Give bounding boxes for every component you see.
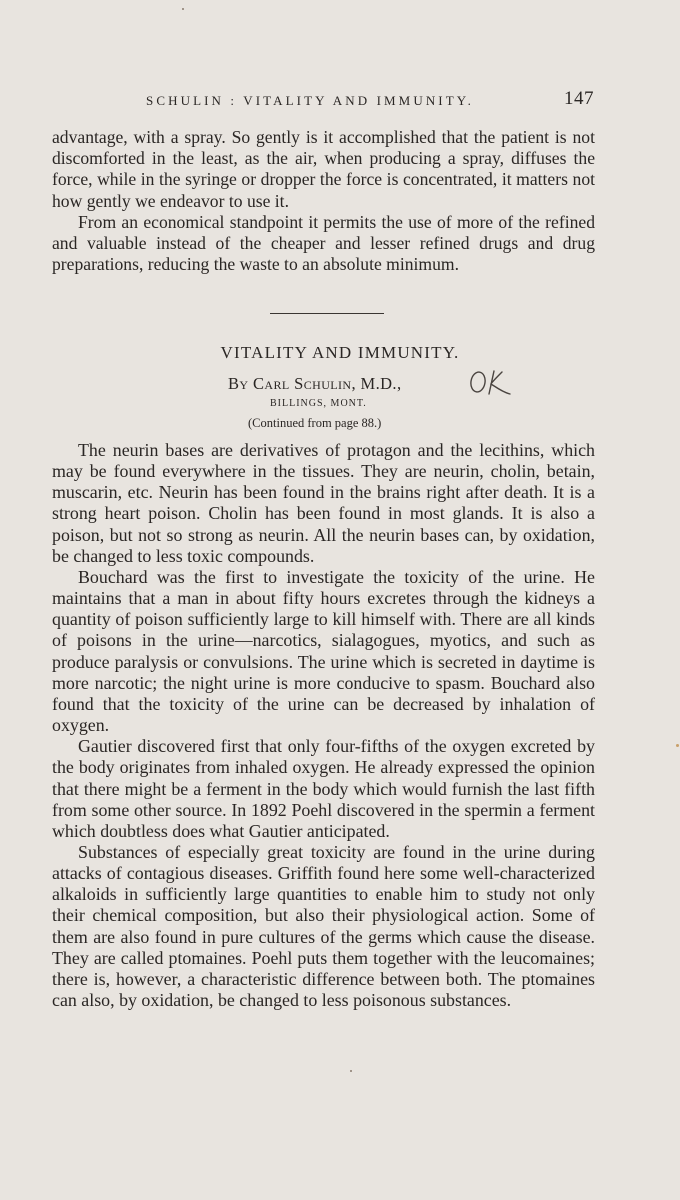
running-head xyxy=(52,88,594,112)
author-name: Carl Schulin xyxy=(253,374,352,393)
continued-text-block xyxy=(52,127,595,275)
paragraph: Gautier discovered first that only four-fifths of the oxygen excreted by the body originates from inhaled oxygen. He already expressed the opinion that there might be a ferment in the body which would furnish the last fifth from some other source. In 1892 Poehl discovered in the spermin a ferment which doubtless does what Gautier anticipated. xyxy=(52,736,595,841)
running-title: SCHULIN : VITALITY AND IMMUNITY. xyxy=(146,93,474,108)
author-degree: , M.D., xyxy=(351,374,402,393)
author-affiliation: BILLINGS, MONT. xyxy=(270,398,367,409)
handwritten-ok-mark xyxy=(466,368,518,396)
paragraph: From an economical standpoint it permits the use of more of the refined and valuable instead of the cheaper and lesser refined drugs and drug preparations, reducing the waste to an absolute minimum. xyxy=(52,211,595,275)
paragraph: Substances of especially great toxicity are found in the urine during attacks of contagious diseases. Griffith found here some well-characterized alkaloids in sufficiently large quantities to enable him to study not only their chemical composition, but also their physiological action. Some of them are also found in pure cultures of the germs which cause the disease. They are called ptomaines. Poehl puts them together with the leucomaines; there is, however, a characteristic difference between both. The ptomaines can also, by oxidation, be changed to less poisonous substances. xyxy=(52,841,595,1011)
paragraph: Bouchard was the first to investigate the toxicity of the urine. He maintains that a man in about fifty hours excretes through the kidneys a quantity of poison sufficiently large to kill himself with. There are all kinds of poisons in the urine—narcotics, sialagogues, myotics, and such as produce paralysis or convulsions. The urine which is secreted in daytime is more narcotic; the night urine is more conducive to spasm. Bouchard also found that the toxicity of the urine can be decreased by inhalation of oxygen. xyxy=(52,566,595,736)
byline-prefix: By xyxy=(228,374,249,393)
speck xyxy=(676,744,679,747)
continuation-note: (Continued from page 88.) xyxy=(248,416,382,430)
article-body xyxy=(52,440,595,1011)
page-number: 147 xyxy=(564,88,594,109)
article-title: VITALITY AND IMMUNITY. xyxy=(220,343,460,362)
byline xyxy=(228,374,401,394)
paragraph: The neurin bases are derivatives of protagon and the lecithins, which may be found everywhere in the tissues. They are neurin, cholin, betain, muscarin, etc. Neurin has been found in the brains right after death. It is a strong heart poison. Cholin has been found in most glands. It is also a poison, but not so strong as neurin. All the neurin bases can, by oxidation, be changed to less toxic compounds. xyxy=(52,440,595,566)
speck xyxy=(350,1070,352,1072)
section-divider xyxy=(270,313,384,314)
paragraph: advantage, with a spray. So gently is it accomplished that the patient is not discomforted in the least, as the air, when producing a spray, diffuses the force, while in the syringe or dropper the force is concentrated, it matters not how gently we endeavor to use it. xyxy=(52,127,595,211)
speck xyxy=(182,8,184,10)
